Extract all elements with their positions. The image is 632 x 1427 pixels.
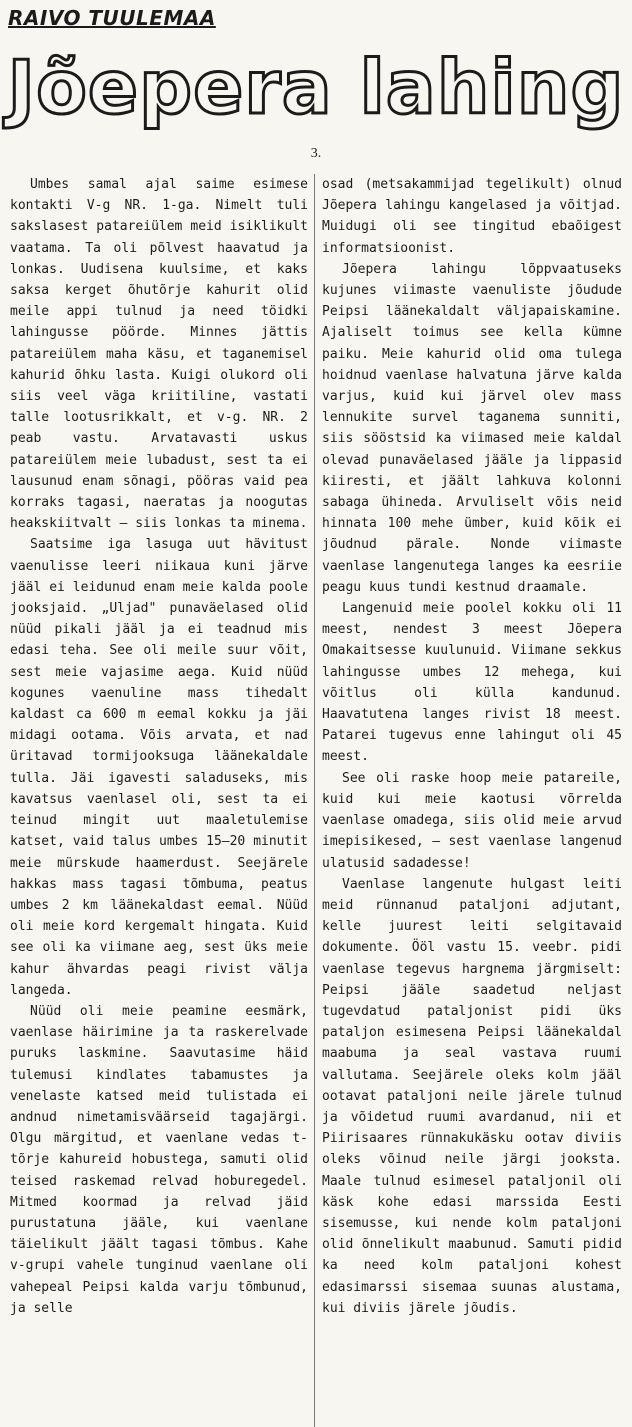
paragraph: Umbes samal ajal saime esimese kontakti V-g NR. 1-ga. Nimelt tuli sakslasest patareiülem meid isiklikult vaatama. Ta oli põlvest haavatud ja lonkas. Uudisena kuulsime, et kaks saksa kerget õhutõrje kahurit olid meile appi tulnud ja need töidki lahingusse pöörde. Minnes jättis patareiülem maha käsu, et taganemisel kahurid õhku lasta. Kuigi olukord oli siis veel väga kriitiline, vastati talle lootusrikkalt, et v-g. NR. 2 peab vastu. Arvatavasti uskus patareiülem meie lubadust, sest ta ei lausunud enam sõnagi, pööras vaid pea korraks tagasi, naeratas ja noogutas heakskiitvalt — siis lonkas ta minema.	[10, 177, 308, 532]
article-title: Jõepera lahing	[7, 45, 625, 131]
paragraph: osad (metsakammijad tegelikult) olnud Jõepera lahingu kangelased ja võitjad. Muidugi oli see tingitud ebaõigest informatsioonist.	[322, 177, 622, 256]
paragraph: See oli raske hoop meie patareile, kuid kui meie kaotusi võrrelda vaenlase omadega, siis olid meie arvud imepisikesed, — sest vaenlase langenud ulatusid sadadesse!	[322, 770, 622, 871]
paragraph: Saatsime iga lasuga uut hävitust vaenulisse leeri niikaua kuni järve jääl ei leidunud enam meie kalda poole jooksjaid. „Uljad" punaväelased olid nüüd pikali jääl ja ei teadnud mis edasi teha. See oli meile suur võit, sest meie vajasime aega. Kuid nüüd kogunes vaenuline mass tihedalt kaldast ca 600 m eemal kokku ja jäi midagi ootama. Võis arvata, et nad üritavad tormijooksuga läänekaldale tulla. Jäi igavesti saladuseks, mis kavatsus vaenlasel oli, sest ta ei teinud mingit uut maaletulemise katset, vaid talus umbes 15—20 minutit meie mürskude haamerdust. Seejärele hakkas mass tagasi tõmbuma, peatus umbes 2 km läänekaldast eemal. Nüüd oli meie kord kergemalt hingata. Kuid see oli ka viimane aeg, sest üks meie kahur ähvardas peagi rivist välja langeda.	[10, 537, 308, 998]
part-number: 3.	[310, 146, 322, 161]
author-byline: RAIVO TUULEMAA	[8, 6, 216, 30]
left-column	[10, 174, 308, 1319]
right-column	[322, 174, 622, 1319]
paragraph: Jõepera lahingu lõppvaatuseks kujunes viimaste vaenuliste jõudude Peipsi läänekaldalt väljapaiskamine. Ajaliselt toimus see kella kümne paiku. Meie kahurid olid oma tulega hoidnud vaenlase halvatuna järve kalda varjus, kuid kui järvel olev mass lennukite survel taganema sunniti, siis sööstsid ka viimased meie kaldal olevad punaväelased jääle ja lippasid kiiresti, et jäält lahkuva kolonni sabaga ühineda. Arvuliselt võis neid hinnata 100 mehe ümber, kuid kõik ei jõudnud pärale. Nonde viimaste vaenlase langenutega langes ka eesriie peagu kuus tundi kestnud draamale.	[322, 261, 622, 595]
paragraph: Vaenlase langenute hulgast leiti meid rünnanud pataljoni adjutant, kelle juurest leiti selgitavaid dokumente. Ööl vastu 15. veebr. pidi vaenlase tegevus hargnema järgmiselt: Peipsi jääle saadetud neljast tugevdatud pataljonist pidi üks pataljon esimesena Peipsi läänekaldal maabuma ja seal vastava ruumi vallutama. Seejärele oleks kolm jääl ootavat pataljoni neile järele tulnud ja võidetud ruumi avardanud, nii et Piirisaares rünnakukäsku ootav diviis oleks võinud neile järgi jooksta. Maale tulnud esimesel pataljonil oli käsk kohe edasi marssida Eesti sisemusse, kui nende kolm pataljoni olid õnnelikult maabunud. Samuti pidid ka need kolm pataljoni kohest edasimarssi sisemaa suunas alustama, kui diviis järele jõudis.	[322, 876, 622, 1316]
paragraph: Nüüd oli meie peamine eesmärk, vaenlase häirimine ja ta raskerelvade puruks laskmine. Saavutasime häid tulemusi kindlates tabamustes ja venelaste katsed meid tulistada ei andnud nimetamisväärseid tagajärgi. Olgu märgitud, et vaenlane vedas t-tõrje kahureid hobustega, samuti olid teised raskemad relvad hoburegedel. Mitmed koormad ja relvad jäid purustatuna jääle, kui vaenlane täielikult jäält tagasi tõmbus. Kahe v-grupi vahele tunginud vaenlane oli vahepeal Peipsi kalda varju tõmbunud, ja selle	[10, 1003, 308, 1316]
paragraph: Langenuid meie poolel kokku oli 11 meest, nendest 3 meest Jõepera Omakaitsesse kuulunuid. Viimane sekkus lahingusse umbes 12 mehega, kui võitlus oli külla kandunud. Haavatutena langes rivist 18 meest. Patarei tugevus enne lahingut oli 45 meest.	[322, 601, 622, 765]
column-divider	[314, 174, 315, 1427]
